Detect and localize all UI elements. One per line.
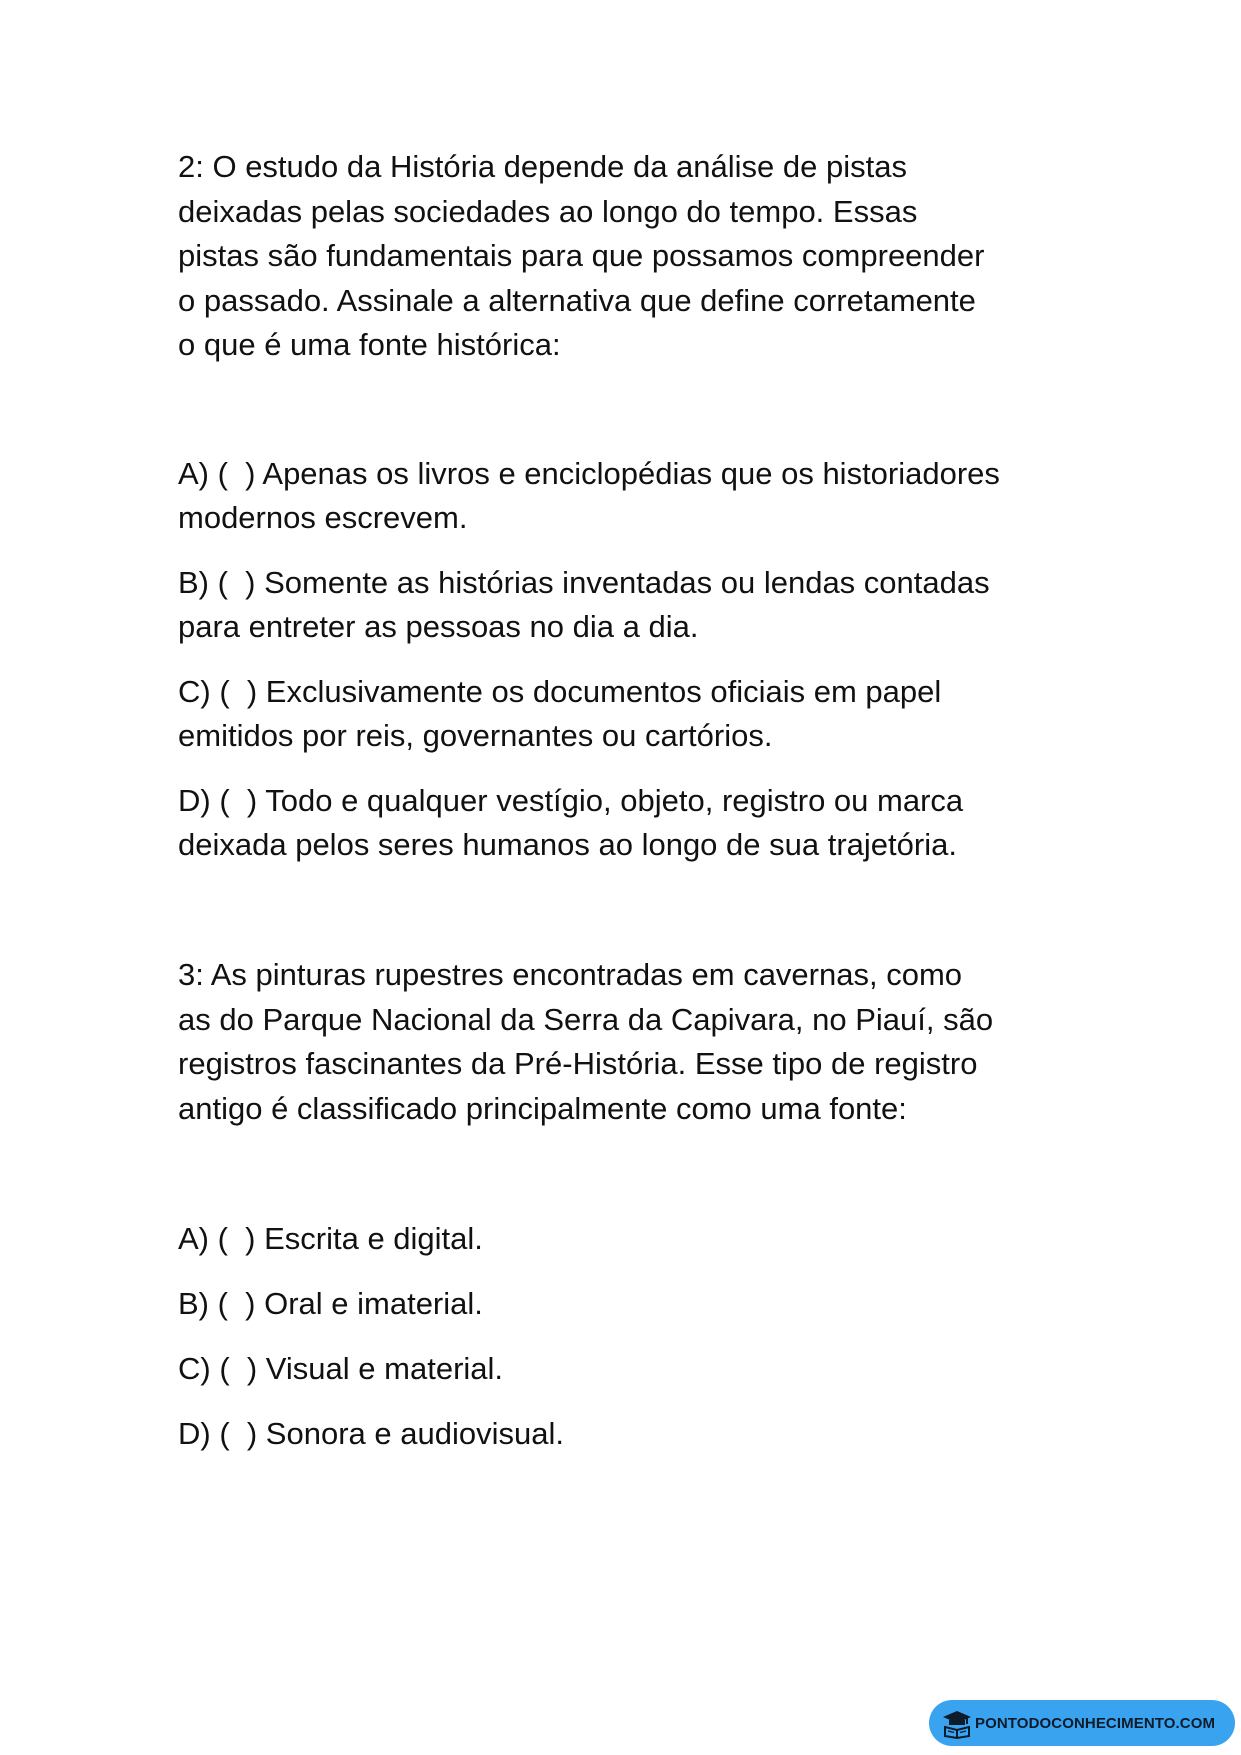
site-watermark-badge[interactable]: [929, 1700, 1235, 1746]
option-line: A) ( ) Escrita e digital.: [178, 1221, 483, 1256]
question-3: [178, 953, 1078, 1451]
option-b[interactable]: [178, 561, 1088, 649]
option-line: D) ( ) Sonora e audiovisual.: [178, 1416, 564, 1451]
option-line: B) ( ) Somente as histórias inventadas ou lendas contadas: [178, 565, 990, 600]
option-b[interactable]: [178, 1282, 1078, 1326]
stem-line: o que é uma fonte histórica:: [178, 327, 561, 362]
stem-line: as do Parque Nacional da Serra da Capivara, no Piauí, são: [178, 1001, 994, 1037]
stem-line: 3: As pinturas rupestres encontradas em cavernas, como: [178, 957, 963, 992]
option-a[interactable]: [178, 452, 1088, 540]
question-2: [178, 145, 1078, 862]
stem-line: o passado. Assinale a alternativa que define corretamente: [178, 282, 976, 318]
option-line: A) ( ) Apenas os livros e enciclopédias que os historiadores: [178, 456, 1000, 491]
stem-line: antigo é classificado principalmente como uma fonte:: [178, 1090, 907, 1126]
option-d[interactable]: [178, 779, 1088, 867]
option-a[interactable]: [178, 1217, 1078, 1261]
question-3-options: [178, 1217, 1078, 1477]
stem-line: 2: O estudo da História depende da análise de pistas: [178, 149, 907, 184]
question-2-stem: [178, 145, 1078, 368]
option-line: deixada pelos seres humanos ao longo de sua trajetória.: [178, 827, 957, 862]
stem-line: deixadas pelas sociedades ao longo do tempo. Essas: [178, 193, 918, 229]
option-line: emitidos por reis, governantes ou cartórios.: [178, 718, 773, 753]
question-3-stem: [178, 953, 1078, 1131]
option-line: C) ( ) Exclusivamente os documentos oficiais em papel: [178, 674, 942, 709]
option-c[interactable]: [178, 1347, 1078, 1391]
question-2-options: [178, 452, 1088, 888]
stem-line: registros fascinantes da Pré-História. Esse tipo de registro: [178, 1046, 978, 1081]
graduation-cap-book-icon: [941, 1707, 973, 1739]
option-line: D) ( ) Todo e qualquer vestígio, objeto, registro ou marca: [178, 783, 964, 818]
option-line: B) ( ) Oral e imaterial.: [178, 1286, 483, 1321]
option-d[interactable]: [178, 1412, 1078, 1456]
watermark-text: PONTODOCONHECIMENTO.COM: [975, 1714, 1216, 1732]
option-line: modernos escrevem.: [178, 500, 468, 535]
option-c[interactable]: [178, 670, 1088, 758]
option-line: para entreter as pessoas no dia a dia.: [178, 609, 699, 644]
stem-line: pistas são fundamentais para que possamos compreender: [178, 238, 985, 273]
option-line: C) ( ) Visual e material.: [178, 1351, 504, 1386]
